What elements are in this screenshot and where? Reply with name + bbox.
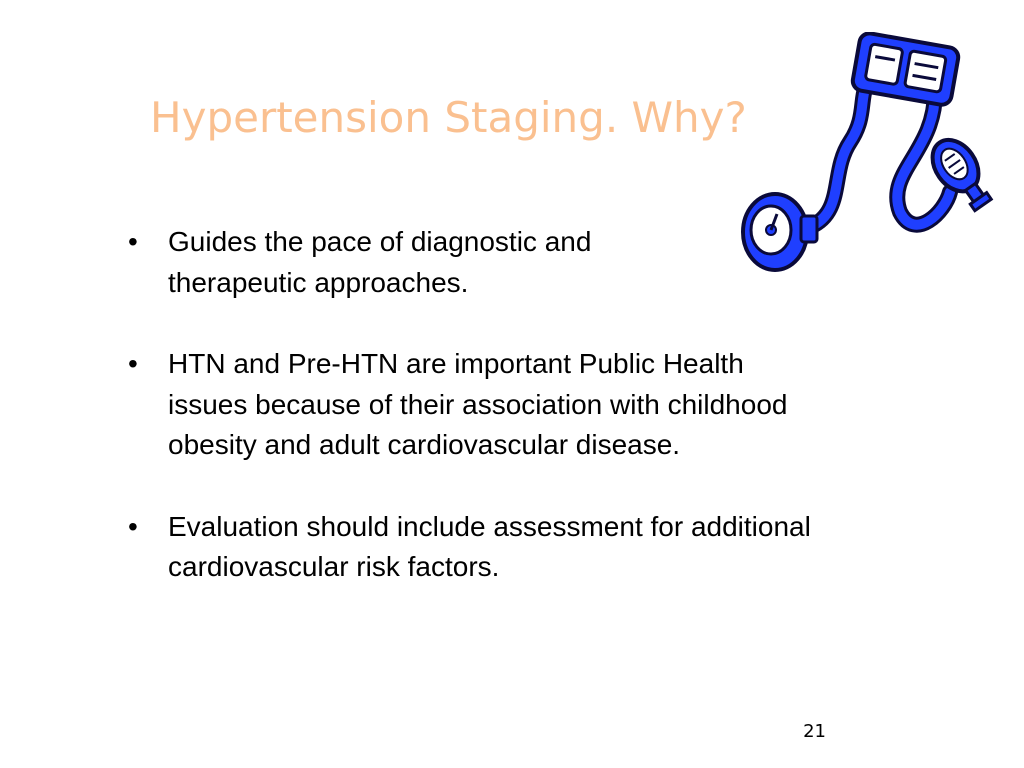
slide-title: Hypertension Staging. Why? bbox=[150, 93, 747, 142]
bullet-item-evaluation bbox=[128, 507, 828, 588]
bullet-dot: • bbox=[128, 348, 138, 379]
bullet-text: Evaluation should include assessment for additional cardiovascular risk factors. bbox=[168, 510, 811, 582]
bullet-text: Guides the pace of diagnostic and therapeutic approaches. bbox=[168, 226, 592, 298]
bullet-item-pace bbox=[128, 222, 828, 303]
bullet-text: HTN and Pre-HTN are important Public Health issues because of their association with childhood obesity and adult cardiovascular disease. bbox=[168, 348, 788, 460]
page-number: 21 bbox=[803, 721, 826, 742]
bullet-list bbox=[128, 222, 828, 629]
bullet-dot: • bbox=[128, 510, 138, 542]
bullet-dot: • bbox=[128, 226, 138, 257]
bullet-item-public-health bbox=[128, 344, 828, 466]
